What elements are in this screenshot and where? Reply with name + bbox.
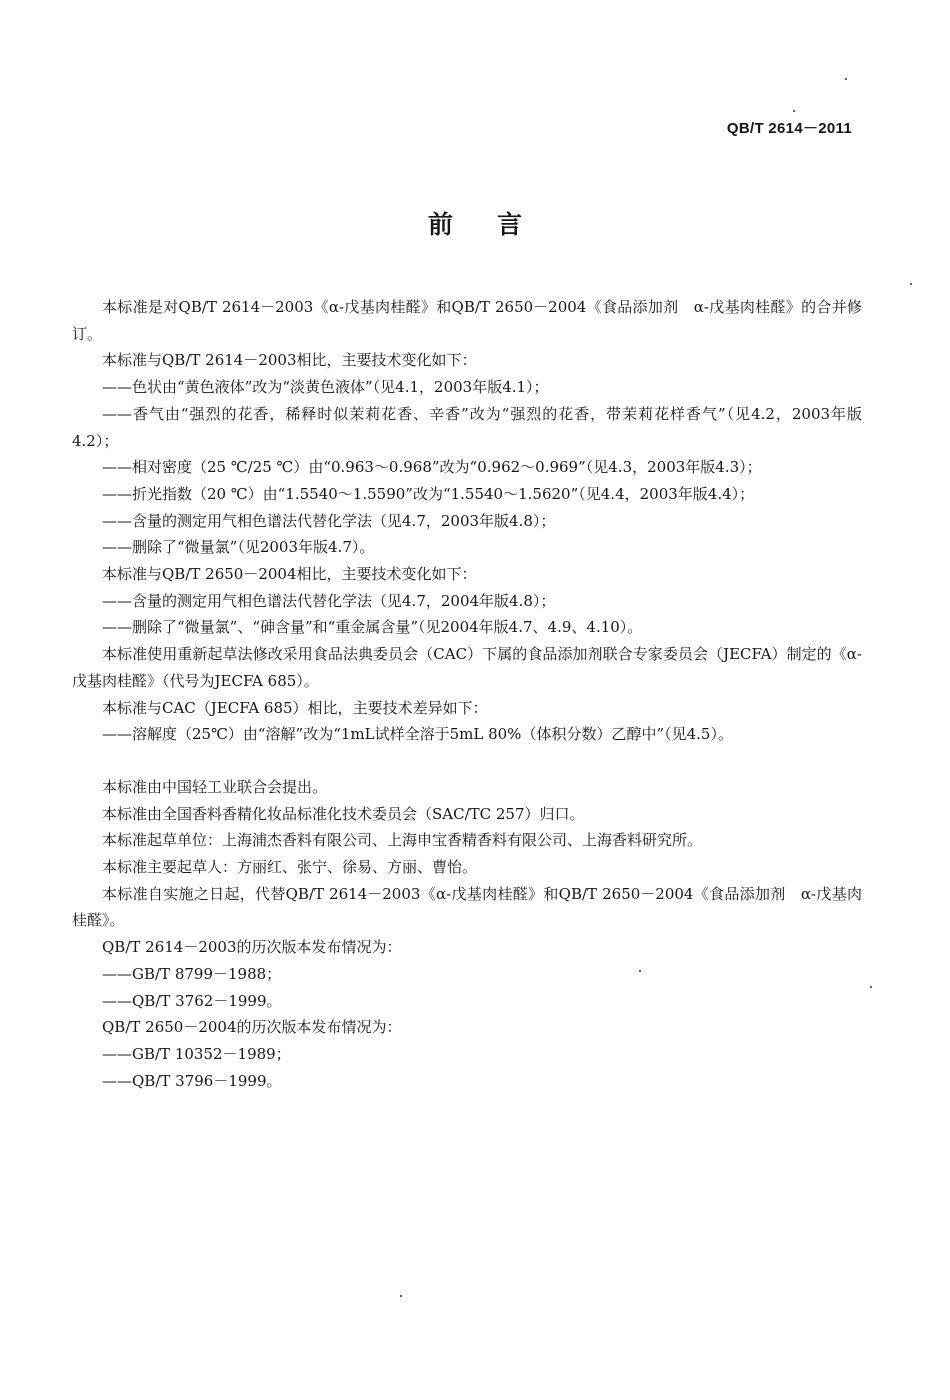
list-item: ——溶解度（25℃）由“溶解”改为“1mL试样全溶于5mL 80%（体积分数）乙醇中”（见4.5）。 bbox=[102, 725, 733, 744]
page-title: 前言 bbox=[427, 210, 566, 239]
foreword-body bbox=[72, 294, 862, 1094]
paragraph: 本标准由全国香料香精化妆品标准化技术委员会（SAC/TC 257）归口。 bbox=[102, 804, 585, 823]
scan-speck bbox=[400, 1295, 402, 1297]
paragraph: QB/T 2650－2004的历次版本发布情况为： bbox=[102, 1018, 402, 1037]
list-item: ——含量的测定用气相色谱法代替化学法（见4.7，2003年版4.8）； bbox=[102, 511, 556, 530]
scan-speck bbox=[845, 78, 847, 80]
list-item: ——色状由“黄色液体”改为“淡黄色液体”（见4.1，2003年版4.1）； bbox=[102, 378, 549, 397]
paragraph: 本标准使用重新起草法修改采用食品法典委员会（CAC）下属的食品添加剂联合专家委员会（JECFA）制定的《α-戊基肉桂醛》（代号为JECFA 685）。 bbox=[72, 645, 862, 690]
list-item: ——删除了“微量氯”（见2003年版4.7）。 bbox=[102, 538, 375, 557]
paragraph: 本标准与QB/T 2614－2003相比，主要技术变化如下： bbox=[102, 351, 477, 370]
list-item: ——折光指数（20 ℃）由“1.5540～1.5590”改为“1.5540～1.5620”（见4.4，2003年版4.4）； bbox=[102, 484, 755, 503]
paragraph: 本标准由中国轻工业联合会提出。 bbox=[102, 777, 328, 796]
standard-number: QB/T 2614－2011 bbox=[726, 120, 852, 137]
list-item: ——GB/T 10352－1989； bbox=[102, 1044, 291, 1063]
scan-speck bbox=[793, 110, 795, 112]
list-item: ——相对密度（25 ℃/25 ℃）由“0.963～0.968”改为“0.962～0.969”（见4.3，2003年版4.3）； bbox=[102, 458, 762, 477]
paragraph: 本标准主要起草人：方丽红、张宁、徐易、方丽、曹怡。 bbox=[102, 858, 478, 877]
section-gap bbox=[72, 748, 862, 774]
list-item: ——QB/T 3796－1999。 bbox=[102, 1071, 282, 1090]
scan-speck bbox=[639, 970, 641, 972]
scan-speck bbox=[910, 283, 912, 285]
list-item: ——QB/T 3762－1999。 bbox=[102, 991, 282, 1010]
list-item: ——GB/T 8799－1988； bbox=[102, 964, 282, 983]
paragraph: 本标准与QB/T 2650－2004相比，主要技术变化如下： bbox=[102, 565, 477, 584]
paragraph: 本标准自实施之日起，代替QB/T 2614－2003《α-戊基肉桂醛》和QB/T 2650－2004《食品添加剂 α-戊基肉桂醛》。 bbox=[72, 884, 862, 930]
list-item: ——香气由“强烈的花香，稀释时似茉莉花香、辛香”改为“强烈的花香，带茉莉花样香气”（见4.2，2003年版4.2）； bbox=[72, 404, 862, 450]
paragraph: 本标准是对QB/T 2614－2003《α-戊基肉桂醛》和QB/T 2650－2004《食品添加剂 α-戊基肉桂醛》的合并修订。 bbox=[72, 298, 862, 343]
paragraph: QB/T 2614－2003的历次版本发布情况为： bbox=[102, 938, 402, 957]
paragraph: 本标准与CAC（JECFA 685）相比，主要技术差异如下： bbox=[102, 698, 488, 717]
paragraph: 本标准起草单位：上海浦杰香料有限公司、上海申宝香精香料有限公司、上海香料研究所。 bbox=[102, 831, 703, 850]
list-item: ——含量的测定用气相色谱法代替化学法（见4.7，2004年版4.8）； bbox=[102, 591, 556, 610]
scan-speck bbox=[870, 986, 872, 988]
list-item: ——删除了“微量氯”、“砷含量”和“重金属含量”（见2004年版4.7、4.9、4.10）。 bbox=[102, 618, 643, 637]
